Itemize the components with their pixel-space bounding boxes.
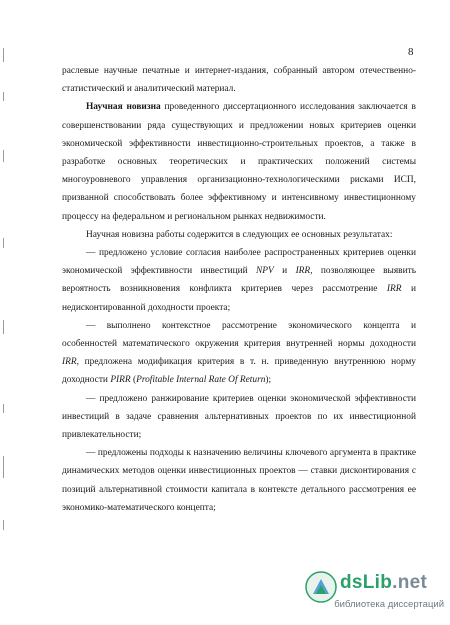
novelty-heading: Научная новизна	[86, 102, 161, 113]
paragraph-scientific-novelty	[62, 98, 416, 225]
margin-mark	[3, 404, 4, 413]
term-irr: IRR	[62, 357, 77, 368]
list-item-npv-irr	[62, 244, 416, 317]
margin-mark	[3, 48, 4, 62]
dslib-watermark	[304, 570, 444, 616]
paragraph-sources: раслевые научные печатные и интернет-издания, собранный автором отечественно-статистический и аналитический материал.	[62, 66, 416, 95]
list-item-ranking: — предложено ранжирование критериев оценки экономической эффективности инвестиций в задаче сравнения альтернативных проектов по их инвестиционной привлекательности;	[62, 393, 416, 441]
term-irr: IRR	[295, 266, 311, 277]
text-run: и	[273, 266, 296, 277]
novelty-text: проведенного диссертационного исследования заключается в совершенствовании ряда существующих и предложении новых критериев оценки экономической эффективности инвестиционно-строительных проектов, а также в разработке основных теоретических и практических положений системы многоуровневого управления организационно-технологическими рисками ИСП, призванной способствовать более эффективному и интенсивному инвестиционному процессу на федеральном и региональном рынках недвижимости.	[62, 102, 416, 222]
document-body	[62, 62, 416, 517]
margin-mark	[3, 92, 4, 101]
paragraph-results-intro: Научная новизна работы содержится в следующих ее основных результатах:	[86, 229, 393, 240]
watermark-net: net	[397, 572, 428, 593]
margin-mark	[3, 150, 4, 162]
text-run: (	[130, 375, 137, 386]
page-number: 8	[408, 46, 414, 58]
text-run: );	[265, 375, 272, 386]
margin-mark	[3, 320, 4, 334]
list-item-pirr	[62, 317, 416, 390]
watermark-ds: dsLib	[340, 572, 393, 593]
text-run: , предложена модификация критерия в т. н. приведенную внутреннюю норму доходности	[62, 357, 416, 386]
term-npv: NPV	[256, 266, 274, 277]
text-run: , позволяющее выявить вероятность возникновения конфликта критериев через рассмотрение	[62, 266, 416, 295]
term-pirr: PIRR	[110, 375, 131, 386]
watermark-subtitle: библиотека диссертаций	[334, 599, 444, 610]
term-irr: IRR	[386, 284, 402, 295]
watermark-title	[340, 572, 427, 594]
margin-mark	[3, 456, 4, 478]
term-pirr-english: Profitable Internal Rate Of Return	[136, 375, 266, 386]
text-run: и недисконтированной доходности проекта;	[62, 284, 416, 313]
list-item-discount-rate: — предложены подходы к назначению величины ключевого аргумента в практике динамических методов оценки инвестиционных проектов — ставки дисконтирования с позиций альтернативной стоимости капитала в контексте детального рассмотрения ее экономико-математического концепта;	[62, 448, 416, 513]
margin-mark	[3, 238, 4, 248]
watermark-dot: .	[392, 572, 398, 593]
margin-mark	[3, 520, 4, 530]
text-run: — предложено условие согласия наиболее распространенных критериев оценки экономической эффективности инвестиций	[62, 248, 416, 277]
scan-margin-marks	[3, 0, 9, 625]
text-run: — выполнено контекстное рассмотрение экономического концепта и особенностей математического окружения критерия внутренней нормы доходности	[62, 320, 416, 350]
